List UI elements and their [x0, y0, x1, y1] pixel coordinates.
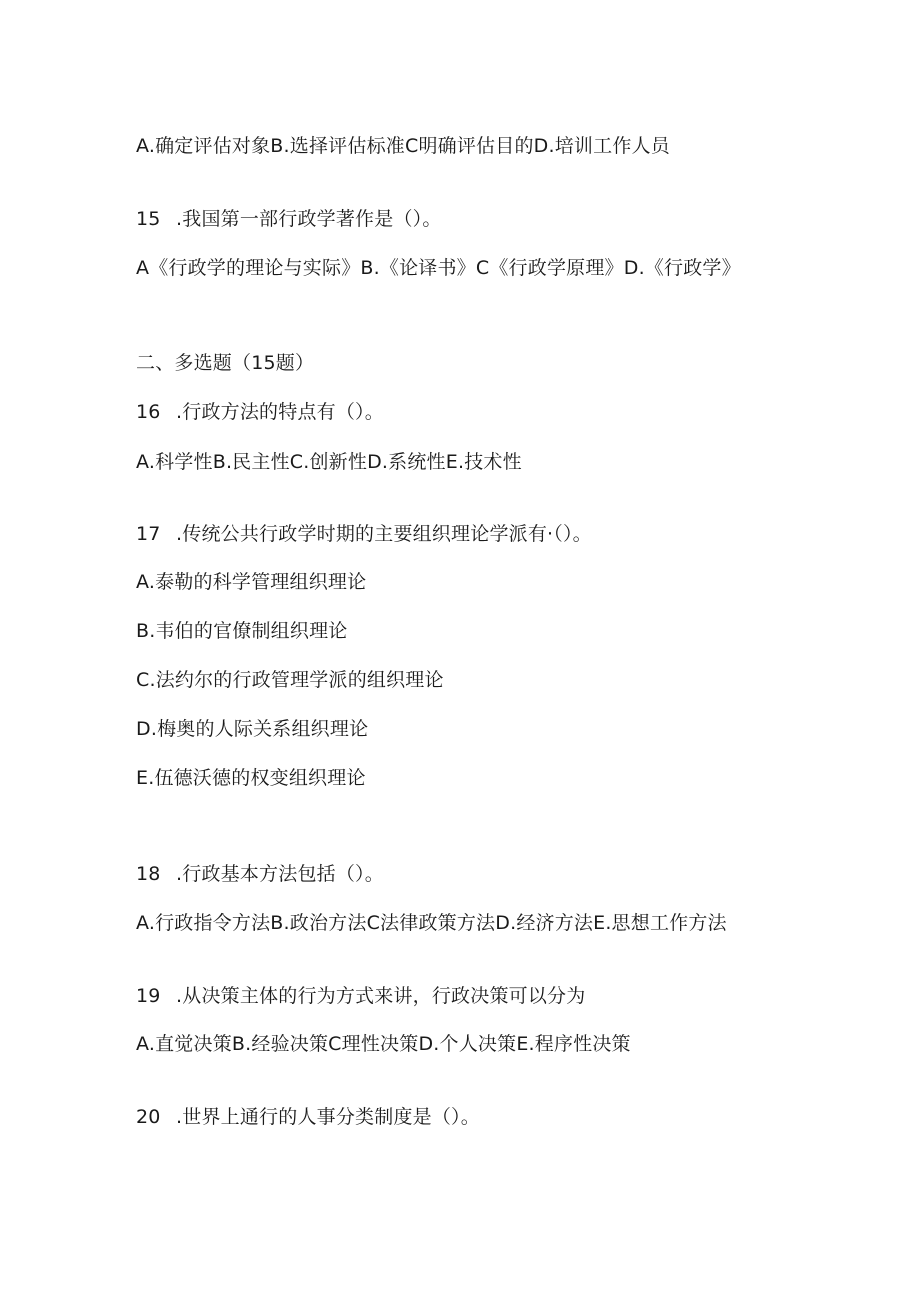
- question-18: [136, 862, 384, 886]
- q17-option-b: B.韦伯的官僚制组织理论: [136, 620, 348, 642]
- question-number: 16: [136, 401, 161, 423]
- q16-options: A.科学性B.民主性C.创新性D.系统性E.技术性: [136, 451, 522, 473]
- question-number: 17: [136, 523, 161, 545]
- question-stem: .传统公共行政学时期的主要组织理论学派有·（）。: [176, 523, 592, 545]
- question-stem: .世界上通行的人事分类制度是（）。: [176, 1106, 480, 1128]
- question-17: [136, 522, 592, 546]
- question-16: [136, 400, 384, 424]
- question-stem: .行政方法的特点有（）。: [176, 401, 384, 423]
- q17-option-d: D.梅奥的人际关系组织理论: [136, 718, 369, 740]
- question-stem: .行政基本方法包括（）。: [176, 863, 384, 885]
- question-15: [136, 207, 442, 231]
- question-number: 15: [136, 208, 161, 230]
- q17-option-a: A.泰勒的科学管理组织理论: [136, 571, 367, 593]
- question-number: 18: [136, 863, 161, 885]
- q15-options: A《行政学的理论与实际》B.《论译书》C《行政学原理》D.《行政学》: [136, 257, 741, 279]
- question-number: 19: [136, 985, 161, 1007]
- q18-options: A.行政指令方法B.政治方法C法律政策方法D.经济方法E.思想工作方法: [136, 912, 727, 934]
- q19-options: A.直觉决策B.经验决策C理性决策D.个人决策E.程序性决策: [136, 1033, 631, 1055]
- question-stem: .我国第一部行政学著作是（）。: [176, 208, 442, 230]
- question-number: 20: [136, 1106, 161, 1128]
- q17-option-e: E.伍德沃德的权变组织理论: [136, 767, 366, 789]
- q17-option-c: C.法约尔的行政管理学派的组织理论: [136, 669, 444, 691]
- question-stem: .从决策主体的行为方式来讲，行政决策可以分为: [176, 985, 586, 1007]
- section-heading: 二、多选题（15题）: [136, 352, 315, 374]
- question-19: [136, 984, 585, 1008]
- question-20: [136, 1105, 480, 1129]
- q14-options: A.确定评估对象B.选择评估标准C明确评估目的D.培训工作人员: [136, 135, 670, 157]
